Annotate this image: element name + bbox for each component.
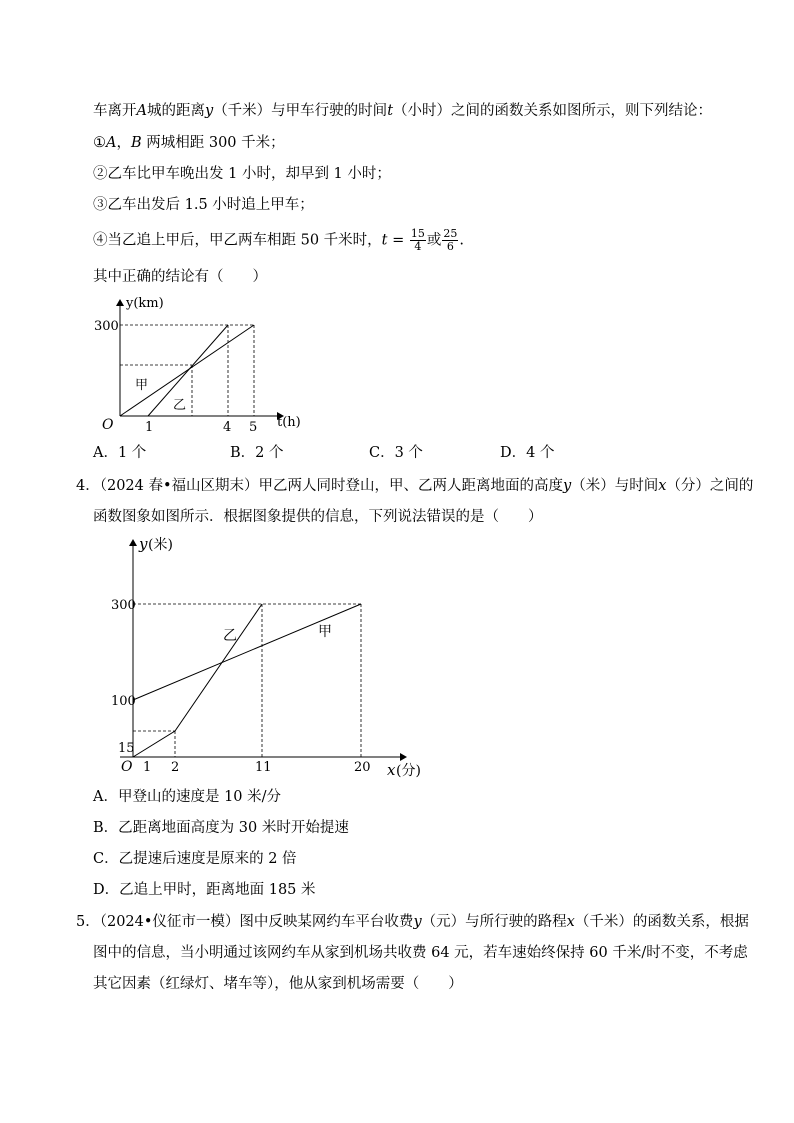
q3-y-tick-300: 300 [94, 319, 119, 334]
q3-option-b: B．2 个 [230, 445, 284, 461]
q3-statement-4: ④当乙追上甲后，甲乙两车相距 50 千米时，t = $\frac{15}{4}$ 或 $\frac{25}{6}$ . [93, 227, 464, 253]
q3-label-jia: 甲 [135, 378, 149, 393]
q3-x-tick-1: 1 [145, 420, 154, 435]
q4-x-tick-11: 11 [255, 760, 272, 775]
q3-option-d: D．4 个 [500, 445, 555, 461]
q3-label-yi: 乙 [173, 398, 187, 413]
q3-origin-label: O [102, 417, 114, 433]
q3-x-tick-4: 4 [223, 420, 232, 435]
q4-x-tick-2: 2 [171, 760, 180, 775]
q4-y-axis-var: y [139, 535, 148, 553]
q4-stem-line-1: 4．（2024 春•福山区期末）甲乙两人同时登山，甲、乙两人距离地面的高度y（米）与时间x（分）之间的 [76, 478, 754, 494]
q4-option-b: B．乙距离地面高度为 30 米时开始提速 [93, 820, 349, 836]
q4-y-axis-unit: (米) [148, 537, 173, 553]
q3-x-tick-5: 5 [249, 420, 258, 435]
q5-stem-line-1: 5．（2024•仪征市一模）图中反映某网约车平台收费y（元）与所行驶的路程x（千米）的函数关系，根据 [76, 914, 749, 930]
q4-label-yi: 乙 [223, 628, 237, 644]
q4-x-tick-1: 1 [143, 760, 152, 775]
q3-statement-2: ②乙车比甲车晚出发 1 小时，却早到 1 小时； [93, 166, 391, 182]
q3-statement-3: ③乙车出发后 1.5 小时追上甲车； [93, 197, 314, 213]
q3-y-axis-label: y(km) [126, 296, 164, 311]
q4-option-d: D．乙追上甲时，距离地面 185 米 [93, 882, 316, 898]
q4-line-jia [133, 604, 361, 700]
q4-y-tick-15: 15 [118, 741, 135, 756]
q3-intro: 车离开A城的距离y（千米）与甲车行驶的时间t（小时）之间的函数关系如图所示，则下列结论： [93, 103, 713, 119]
q4-x-axis-unit: (分) [396, 763, 421, 779]
q4-option-c: C．乙提速后速度是原来的 2 倍 [93, 851, 297, 867]
fraction-25-6: $\frac{25}{6}$ [443, 227, 458, 253]
q4-label-jia: 甲 [318, 624, 332, 640]
q4-x-tick-20: 20 [354, 760, 371, 775]
q3-question: 其中正确的结论有（ ） [93, 269, 267, 285]
q4-line-yi [133, 604, 262, 757]
q4-graph [100, 530, 440, 780]
q3-x-axis-label: t(h) [277, 415, 301, 430]
q3-statement-1: ①A，B 两城相距 300 千米； [93, 135, 285, 151]
q4-stem-line-2: 函数图象如图所示．根据图象提供的信息，下列说法错误的是（ ） [93, 509, 543, 525]
q3-option-a: A．1 个 [93, 445, 147, 461]
q4-x-axis-var: x [387, 761, 396, 779]
q4-option-a: A．甲登山的速度是 10 米/分 [93, 789, 282, 805]
q4-y-tick-300: 300 [111, 598, 136, 613]
q5-stem-line-2: 图中的信息，当小明通过该网约车从家到机场共收费 64 元，若车速始终保持 60 千米/时不变，不考虑 [93, 945, 748, 961]
q4-y-tick-100: 100 [111, 694, 136, 709]
q4-origin-label: O [121, 759, 133, 775]
q5-stem-line-3: 其它因素（红绿灯、堵车等），他从家到机场需要（ ） [93, 976, 463, 992]
q3-line-jia [120, 325, 254, 416]
q3-line-yi [148, 325, 228, 416]
q3-option-c: C．3 个 [369, 445, 423, 461]
q3-graph [88, 290, 408, 440]
fraction-15-4: $\frac{15}{4}$ [410, 227, 425, 253]
